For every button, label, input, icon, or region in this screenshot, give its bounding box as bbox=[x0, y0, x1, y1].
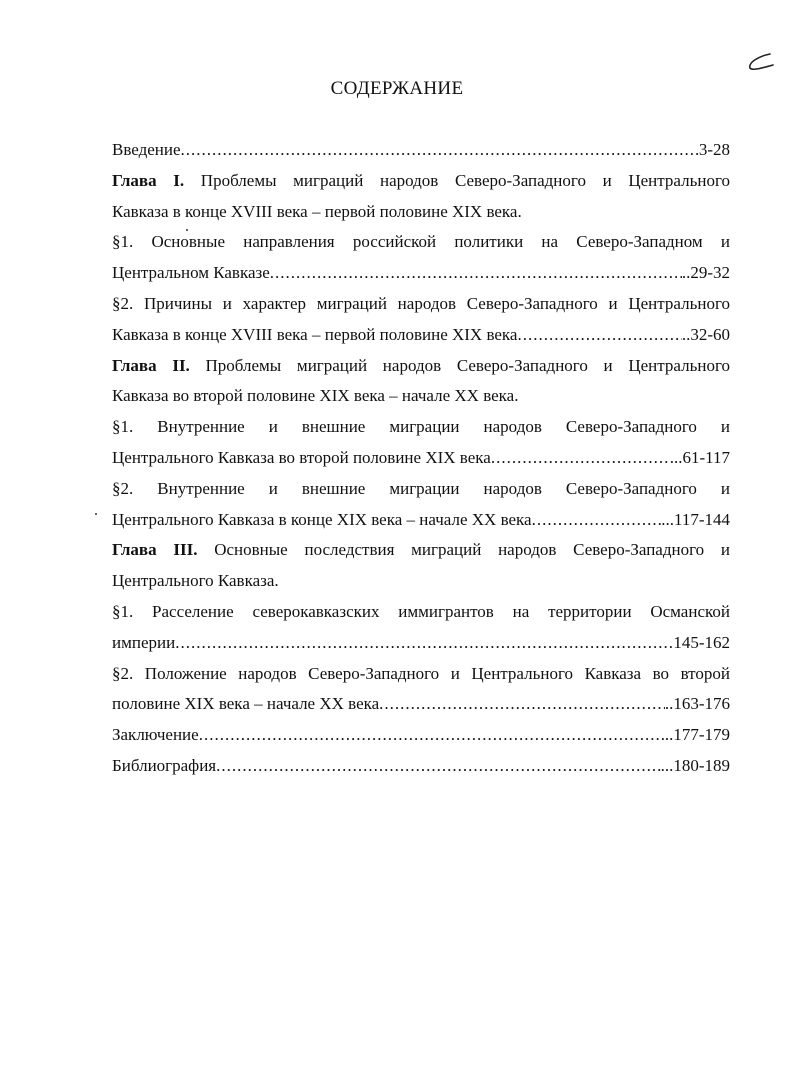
chapter-title-line-1: Проблемы миграций народов Северо-Западного и Центрального bbox=[189, 355, 730, 375]
toc-page-number: 145-162 bbox=[673, 632, 730, 652]
toc-entry-label: Центрального Кавказа во второй половине XIX века bbox=[112, 447, 491, 467]
dot-leader bbox=[175, 628, 673, 659]
chapter-title-line-2: Кавказа в конце XVIII века – первой половине XIX века. bbox=[112, 201, 522, 221]
dot-leader bbox=[181, 135, 699, 166]
table-of-contents bbox=[112, 135, 730, 782]
toc-entry-label: Библиография bbox=[112, 755, 217, 775]
toc-entry-label: половине XIX века – начале XX века bbox=[112, 694, 380, 714]
dot-leader bbox=[199, 720, 665, 751]
toc-section-2-2-line-2 bbox=[112, 505, 730, 536]
toc-page-number: ..29-32 bbox=[681, 263, 730, 283]
page-title: СОДЕРЖАНИЕ bbox=[330, 78, 464, 99]
toc-page-number: ...180-189 bbox=[660, 755, 730, 775]
chapter-title-line-1: Проблемы миграций народов Северо-Западного и Центрального bbox=[184, 170, 730, 190]
handwritten-check-mark bbox=[740, 48, 776, 74]
dot-leader bbox=[491, 443, 670, 474]
toc-entry-label: империи bbox=[112, 632, 176, 652]
toc-entry-label: Центрального Кавказа в конце XIX века – начале XX века bbox=[112, 509, 532, 529]
toc-section-3-2-line-2 bbox=[112, 689, 730, 720]
toc-entry-bibliography bbox=[112, 751, 730, 782]
toc-section-3-1-line-2 bbox=[112, 628, 730, 659]
dot-leader bbox=[216, 751, 660, 782]
toc-entry-label: Введение bbox=[112, 140, 181, 159]
toc-page-number: ..32-60 bbox=[681, 324, 730, 344]
chapter-number: Глава II. bbox=[112, 355, 190, 375]
toc-entry-conclusion bbox=[112, 720, 730, 751]
toc-section-2-1-line-1: §1. Внутренние и внешние миграции народов Северо-Западного и bbox=[112, 417, 730, 437]
chapter-title-line-1: Основные последствия миграций народов Северо-Западного и bbox=[197, 540, 730, 560]
toc-entry-label: Центральном Кавказе bbox=[112, 263, 270, 283]
scan-speck bbox=[186, 229, 188, 231]
toc-section-1-2-line-2 bbox=[112, 320, 730, 351]
toc-page-number: ...117-144 bbox=[661, 509, 730, 529]
toc-page-number: ..177-179 bbox=[664, 725, 730, 745]
toc-section-2-2-line-1: §2. Внутренние и внешние миграции народов Северо-Западного и bbox=[112, 478, 730, 498]
toc-entry-label: Заключение bbox=[112, 725, 199, 745]
chapter-title-line-2: Кавказа во второй половине XIX века – начале XX века. bbox=[112, 386, 519, 406]
toc-page-number: 3-28 bbox=[698, 140, 730, 159]
dot-leader bbox=[270, 258, 682, 289]
dot-leader bbox=[379, 689, 665, 720]
toc-chapter-2-heading bbox=[112, 351, 730, 382]
chapter-number: Глава I. bbox=[112, 170, 185, 190]
chapter-title-line-2: Центрального Кавказа. bbox=[112, 571, 279, 591]
toc-section-2-1-line-2 bbox=[112, 443, 730, 474]
chapter-number: Глава III. bbox=[112, 540, 198, 560]
toc-section-1-2-line-1: §2. Причины и характер миграций народов Северо-Западного и Центрального bbox=[112, 293, 730, 313]
toc-section-3-2-line-1: §2. Положение народов Северо-Западного и Центрального Кавказа во второй bbox=[112, 663, 730, 683]
toc-chapter-3-heading bbox=[112, 535, 730, 566]
toc-entry-intro bbox=[112, 135, 730, 166]
toc-chapter-1-heading bbox=[112, 166, 730, 197]
toc-section-1-1-line-1: §1. Основные направления российской политики на Северо-Западном и bbox=[112, 232, 730, 252]
toc-page-number: ..163-176 bbox=[664, 694, 730, 714]
dot-leader bbox=[532, 505, 662, 536]
dot-leader bbox=[517, 320, 681, 351]
scan-speck bbox=[95, 513, 97, 515]
toc-section-1-1-line-2 bbox=[112, 258, 730, 289]
toc-page-number: ...61-117 bbox=[669, 447, 730, 467]
toc-entry-label: Кавказа в конце XVIII века – первой половине XIX века bbox=[112, 324, 518, 344]
toc-section-3-1-line-1: §1. Расселение северокавказских иммигрантов на территории Османской bbox=[112, 601, 730, 621]
